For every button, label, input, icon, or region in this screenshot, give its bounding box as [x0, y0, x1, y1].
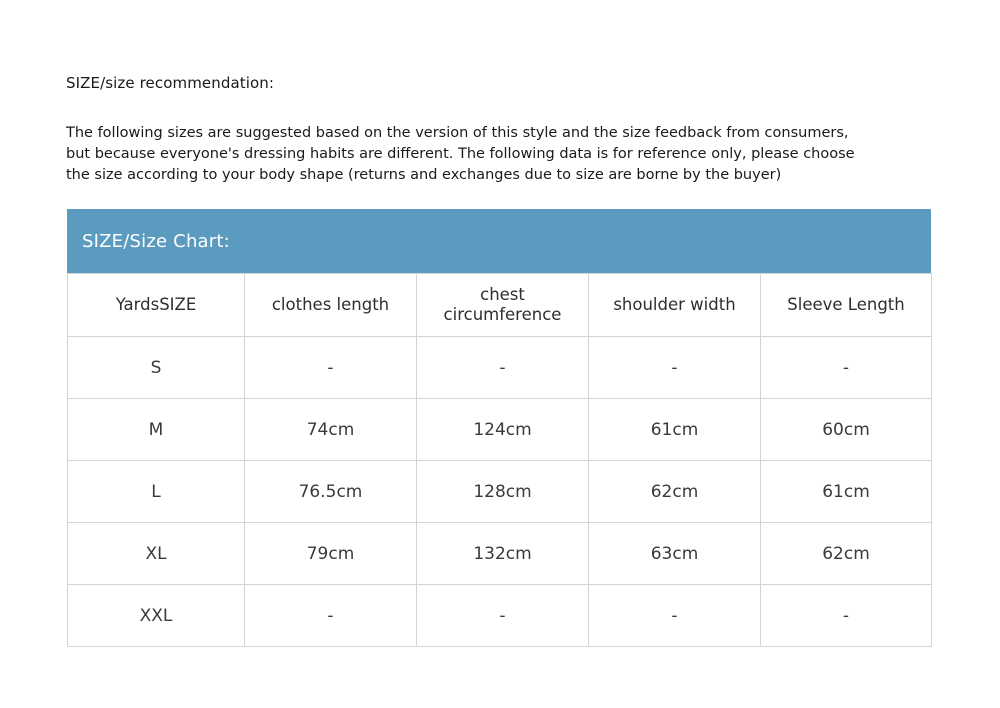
cell-shoulder-width: - [589, 337, 761, 399]
cell-chest-circumference: - [417, 585, 589, 647]
cell-sleeve-length: 62cm [761, 523, 932, 585]
table-header-row [68, 274, 932, 337]
intro-title: SIZE/size recommendation: [66, 74, 275, 92]
cell-chest-circumference: - [417, 337, 589, 399]
cell-chest-circumference: 132cm [417, 523, 589, 585]
intro-line-2: but because everyone's dressing habits are different. The following data is for reference only, please choose [66, 146, 855, 162]
size-chart-header [67, 209, 931, 273]
intro-line-1: The following sizes are suggested based on the version of this style and the size feedback from consumers, [66, 125, 849, 141]
cell-size: S [68, 337, 245, 399]
table-row [68, 523, 932, 585]
cell-size: XXL [68, 585, 245, 647]
cell-size: L [68, 461, 245, 523]
cell-sleeve-length: - [761, 337, 932, 399]
table-row [68, 461, 932, 523]
table-row [68, 585, 932, 647]
cell-clothes-length: 76.5cm [245, 461, 417, 523]
column-header-chest-circumference: chest circumference [417, 274, 589, 337]
table-row [68, 399, 932, 461]
intro-line-3: the size according to your body shape (returns and exchanges due to size are borne by the buyer) [66, 167, 782, 183]
size-table [67, 273, 932, 647]
intro-paragraph [66, 123, 942, 186]
cell-chest-circumference: 128cm [417, 461, 589, 523]
cell-size: M [68, 399, 245, 461]
column-header-shoulder-width: shoulder width [589, 274, 761, 337]
cell-clothes-length: - [245, 337, 417, 399]
cell-shoulder-width: 61cm [589, 399, 761, 461]
table-row [68, 337, 932, 399]
cell-clothes-length: - [245, 585, 417, 647]
cell-sleeve-length: 61cm [761, 461, 932, 523]
column-header-sleeve-length: Sleeve Length [761, 274, 932, 337]
column-header-size: YardsSIZE [68, 274, 245, 337]
cell-sleeve-length: - [761, 585, 932, 647]
cell-chest-circumference: 124cm [417, 399, 589, 461]
cell-size: XL [68, 523, 245, 585]
cell-sleeve-length: 60cm [761, 399, 932, 461]
size-chart [67, 209, 931, 647]
cell-shoulder-width: - [589, 585, 761, 647]
cell-clothes-length: 74cm [245, 399, 417, 461]
cell-shoulder-width: 62cm [589, 461, 761, 523]
cell-shoulder-width: 63cm [589, 523, 761, 585]
cell-clothes-length: 79cm [245, 523, 417, 585]
column-header-clothes-length: clothes length [245, 274, 417, 337]
size-chart-title: SIZE/Size Chart: [82, 230, 230, 252]
